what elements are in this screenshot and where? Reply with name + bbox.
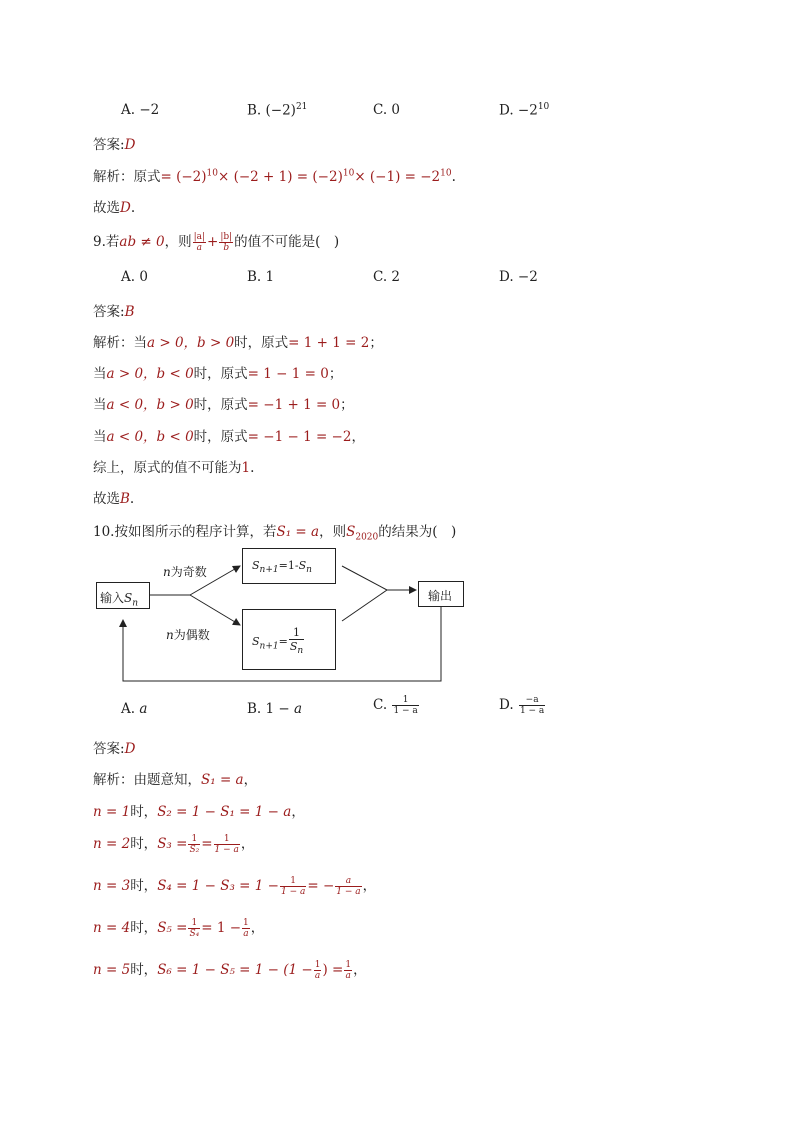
q9-analysis-line-2: 当a > 0，b < 0时，原式= 1 − 1 = 0；: [93, 366, 343, 382]
q8-option-c: C. 0: [373, 102, 401, 118]
q8-option-a: A. −2: [121, 102, 160, 118]
q9-option-d: D. −2: [499, 269, 538, 285]
q8-analysis: 解析：原式= $(-2)^{10}\times (-2 + 1) = (-2)^{10}\times (-1) = -2^{10}$.: [93, 168, 456, 185]
q9-summary: 综上，原式的值不可能为1.: [93, 460, 255, 476]
q10-option-c: C. $\frac{1}{1 - a}$: [373, 695, 418, 716]
even-box: $S_{n+1}=$ $\frac{1}{S_n}$: [242, 609, 336, 670]
q9-option-b: B. 1: [247, 269, 275, 285]
q9-analysis-line-3: 当a < 0，b > 0时，原式= −1 + 1 = 0；: [93, 397, 354, 413]
q10-step-5: n = 5时，S₆ = 1 − S₅ = 1 − (1 − $\frac{1}{a}$ ) = $\frac{1}{a}$ ，: [93, 960, 367, 981]
odd-label: n为奇数: [163, 565, 207, 579]
q10-step-2: n = 2时，S₃ = $\frac{1}{\text{S₂}}$ = $\frac{1}{1 - a}$ ，: [93, 834, 255, 855]
q9-analysis-line-1: 解析：当a > 0，b > 0时，原式= 1 + 1 = 2；: [93, 335, 383, 351]
q10-step-1: n = 1时，S₂ = 1 − S₁ = 1 − a，: [93, 804, 305, 820]
q9-analysis-line-4: 当a < 0，b < 0时，原式= −1 − 1 = −2，: [93, 429, 365, 445]
q8-option-d: D. $-2^{10}$: [499, 102, 550, 119]
q10-step-4: n = 4时，S₅ = $\frac{1}{\text{S₄}}$ = 1 − $\frac{1}{a}$ ，: [93, 918, 265, 939]
q10-option-a: A. a: [121, 701, 148, 717]
q10-option-b: B. 1 − a: [247, 701, 303, 717]
q9-answer: 答案:B: [93, 304, 135, 320]
q8-answer: 答案:D: [93, 137, 136, 153]
q9-option-a: A. 0: [121, 269, 148, 285]
q10-option-d: D. $\frac{-a}{1 - a}$: [499, 695, 545, 716]
q10-step-3: n = 3时，S₄ = 1 − S₃ = 1 − $\frac{1}{1 - a}$ = − $\frac{a}{1 - a}$ ，: [93, 876, 377, 897]
q10-stem: 10.按如图所示的程序计算，若S₁ = a，则$S_{2020}$的结果为( ): [93, 524, 457, 543]
output-box: 输出: [418, 581, 464, 607]
odd-box: $S_{n+1}=1-S_n$: [242, 548, 336, 584]
even-label: n为偶数: [166, 628, 210, 642]
q9-conclude: 故选B.: [93, 491, 135, 507]
input-box: 输入$S_n$: [96, 582, 150, 609]
q8-conclude: 故选D.: [93, 200, 136, 216]
q10-answer: 答案:D: [93, 741, 136, 757]
q8-option-b: B. $(-2)^{21}$: [247, 102, 308, 119]
q9-option-c: C. 2: [373, 269, 401, 285]
q10-analysis-intro: 解析：由题意知，S₁ = a，: [93, 772, 258, 788]
q9-stem: 9.若ab ≠ 0，则 $\frac{|a|}{a}$ + $\frac{|b|}{b}$ 的值不可能是( ): [93, 232, 340, 253]
